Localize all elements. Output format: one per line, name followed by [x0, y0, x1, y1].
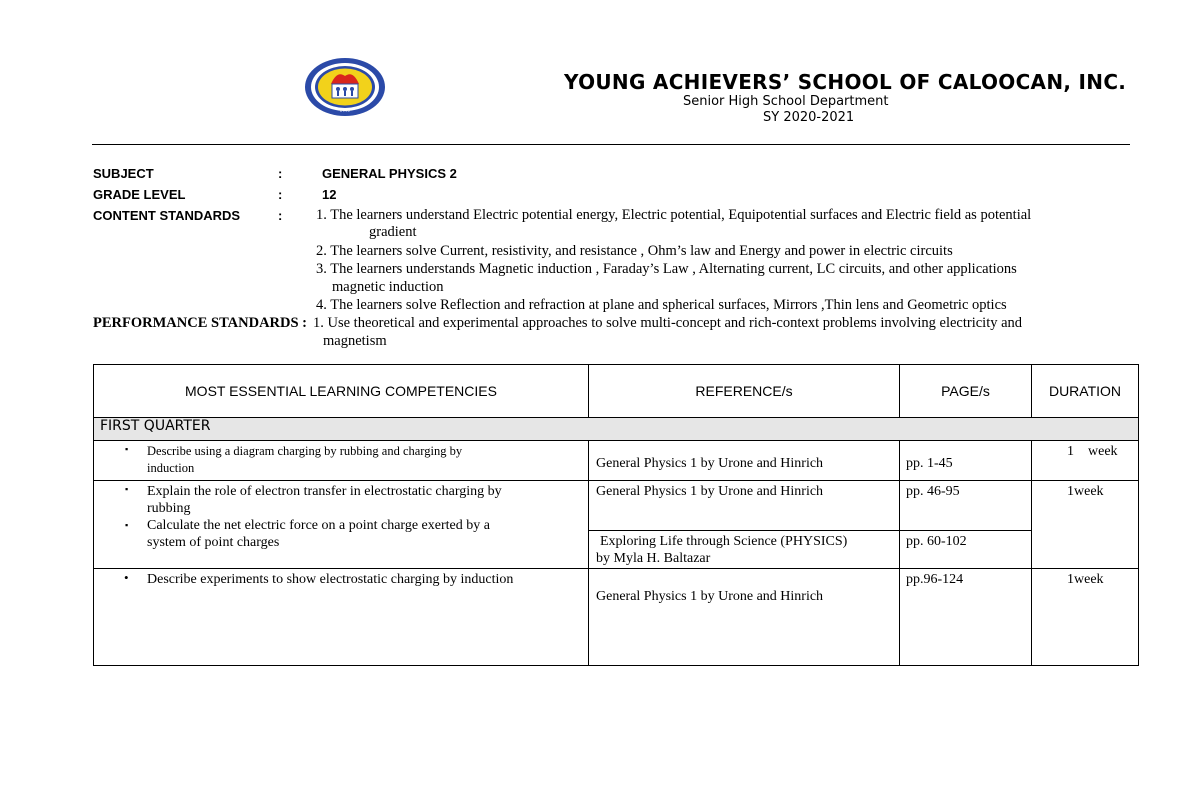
reference-text: General Physics 1 by Urone and Hinrich [596, 456, 824, 471]
school-logo [303, 56, 387, 118]
table-row [94, 569, 1139, 666]
table-header-row [94, 365, 1139, 418]
table-row [94, 441, 1139, 481]
content-standards-label: CONTENT STANDARDS [93, 208, 241, 223]
competency-cell [94, 569, 589, 666]
duration-cell [1032, 441, 1139, 481]
pages-text: pp. 60-102 [906, 534, 967, 549]
competency-text: Explain the role of electron transfer in electrostatic charging by [147, 484, 502, 499]
square-bullet-icon: ▪ [125, 484, 129, 494]
reference-cell [589, 569, 900, 666]
quarter-label: FIRST QUARTER [94, 418, 1139, 441]
competency-cell [94, 441, 589, 481]
department: Senior High School Department [683, 94, 889, 109]
performance-standard-1: 1. Use theoretical and experimental approaches to solve multi-concept and rich-context problems involving electricity and [313, 315, 1023, 331]
competency-text-cont: system of point charges [147, 535, 280, 550]
header-pages: PAGE/s [900, 365, 1032, 418]
pages-text: pp. 1-45 [906, 456, 953, 471]
duration-text: 1week [1067, 572, 1104, 587]
quarter-row [94, 418, 1139, 441]
competencies-table [93, 364, 1139, 666]
content-standard-3: 3. The learners understands Magnetic induction , Faraday’s Law , Alternating current, LC circuits, and other applications [316, 261, 1017, 277]
competency-text: Calculate the net electric force on a point charge exerted by a [147, 518, 490, 533]
content-standard-1: 1. The learners understand Electric potential energy, Electric potential, Equipotential surfaces and Electric field as potential [316, 207, 1032, 223]
performance-standards-label: PERFORMANCE STANDARDS : [93, 315, 308, 331]
content-standard-1-cont: gradient [369, 224, 417, 240]
reference-cell [589, 531, 900, 569]
reference-text: General Physics 1 by Urone and Hinrich [596, 484, 824, 499]
competency-text-cont: induction [147, 461, 195, 475]
square-bullet-icon: ▪ [125, 520, 129, 530]
grade-colon: : [278, 187, 283, 202]
content-standard-3-cont: magnetic induction [332, 279, 444, 295]
content-standard-4: 4. The learners solve Reflection and refraction at plane and spherical surfaces, Mirrors ,Thin lens and Geometric optics [316, 297, 1007, 313]
pages-cell [900, 441, 1032, 481]
reference-text: Exploring Life through Science (PHYSICS) [600, 534, 848, 549]
header-duration: DURATION [1032, 365, 1139, 418]
reference-cell [589, 441, 900, 481]
competency-text: Describe using a diagram charging by rubbing and charging by [147, 444, 463, 458]
reference-text: General Physics 1 by Urone and Hinrich [596, 589, 824, 604]
reference-cell [589, 481, 900, 531]
duration-cell [1032, 569, 1139, 666]
content-standard-2: 2. The learners solve Current, resistivity, and resistance , Ohm’s law and Energy and power in electric circuits [316, 243, 953, 259]
school-name: YOUNG ACHIEVERS’ SCHOOL OF CALOOCAN, INC. [564, 70, 1127, 94]
pages-text: pp. 46-95 [906, 484, 960, 499]
square-bullet-icon: ▪ [125, 444, 129, 454]
duration-text: 1 week [1067, 444, 1118, 459]
subject-label: SUBJECT [93, 166, 154, 181]
grade-value: 12 [322, 187, 337, 202]
performance-standard-1-cont: magnetism [323, 333, 387, 349]
pages-cell [900, 531, 1032, 569]
header-references: REFERENCE/s [589, 365, 900, 418]
header-competencies: MOST ESSENTIAL LEARNING COMPETENCIES [94, 365, 589, 418]
duration-text: 1week [1067, 484, 1104, 499]
reference-text-cont: by Myla H. Baltazar [596, 551, 711, 566]
competency-text-cont: rubbing [147, 501, 191, 516]
table-row [94, 481, 1139, 531]
logo-year: 2003 [339, 107, 351, 113]
pages-text: pp.96-124 [906, 572, 964, 587]
header-divider [92, 144, 1130, 145]
subject-value: GENERAL PHYSICS 2 [322, 166, 457, 181]
pages-cell [900, 569, 1032, 666]
school-year: SY 2020-2021 [763, 110, 855, 125]
competency-cell [94, 481, 589, 569]
content-colon: : [278, 208, 283, 223]
grade-label: GRADE LEVEL [93, 187, 186, 202]
round-bullet-icon: • [124, 570, 129, 585]
duration-cell [1032, 481, 1139, 569]
competency-text: Describe experiments to show electrostatic charging by induction [147, 572, 514, 587]
subject-colon: : [278, 166, 283, 181]
pages-cell [900, 481, 1032, 531]
